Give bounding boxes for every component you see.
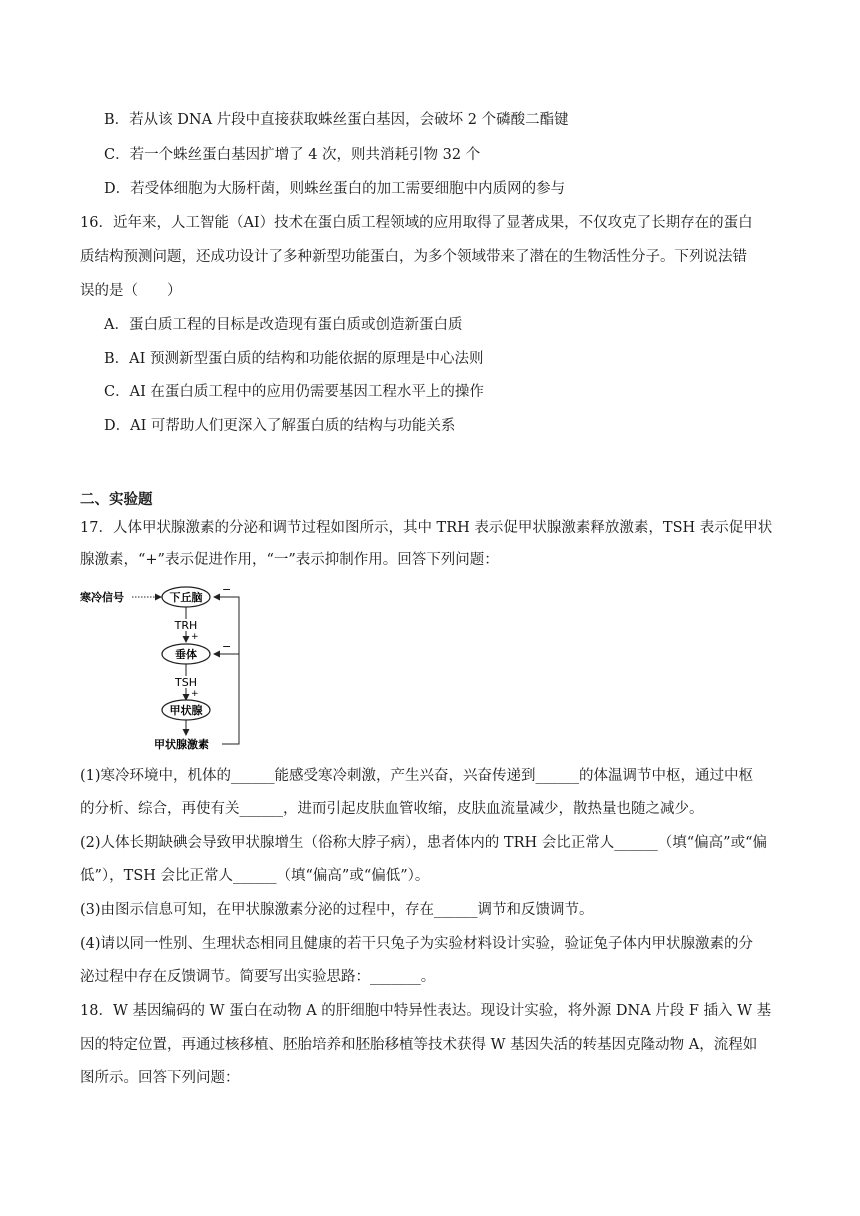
q16-stem-line-2: 质结构预测问题，还成功设计了多种新型功能蛋白，为多个领域带来了潜在的生物活性分子。下列说法错 (80, 249, 747, 265)
q17-part1-line-1: (1)寒冷环境中，机体的______能感受寒冷刺激，产生兴奋，兴奋传递到______的体温调节中枢，通过中枢 (80, 768, 754, 784)
q18-line-1: 18．W 基因编码的 W 蛋白在动物 A 的肝细胞中特异性表达。现设计实验，将外源 DNA 片段 F 插入 W 基 (80, 1003, 772, 1019)
q17-part2-line-2: 低”），TSH 会比正常人______（填“偏高”或“偏低”）。 (80, 868, 430, 884)
pituitary-label: 垂体 (175, 648, 197, 661)
q16-stem-line-1: 16．近年来，人工智能（AI）技术在蛋白质工程领域的应用取得了显著成果，不仅攻克了长期存在的蛋白 (80, 215, 753, 231)
q16-option-a: A．蛋白质工程的目标是改造现有蛋白质或创造新蛋白质 (104, 317, 463, 333)
hypothalamus-label: 下丘脑 (169, 591, 203, 604)
thyroid-regulation-diagram (78, 584, 278, 752)
trh-plus-sign: + (191, 632, 199, 642)
feedback-to-hypothalamus (214, 597, 239, 744)
q18-line-3: 图所示。回答下列问题： (80, 1070, 240, 1086)
q17-stem-line-1: 17．人体甲状腺激素的分泌和调节过程如图所示，其中 TRH 表示促甲状腺激素释放激素，TSH 表示促甲状 (80, 520, 773, 536)
q18-line-2: 因的特定位置，再通过核移植、胚胎培养和胚胎移植等技术获得 W 基因失活的转基因克隆动物 A，流程如 (80, 1037, 758, 1053)
inhibit-sign-1: − (222, 584, 232, 596)
cold-signal-label: 寒冷信号 (80, 591, 124, 604)
q16-stem-line-3: 误的是（ ） (80, 283, 182, 299)
section-title: 二、实验题 (80, 491, 153, 508)
q17-stem-line-2: 腺激素，“+”表示促进作用，“一”表示抑制作用。回答下列问题： (80, 552, 499, 568)
q17-part2-line-1: (2)人体长期缺碘会导致甲状腺增生（俗称大脖子病），患者体内的 TRH 会比正常人______（填“偏高”或“偏 (80, 835, 767, 851)
q16-option-b: B．AI 预测新型蛋白质的结构和功能依据的原理是中心法则 (104, 351, 484, 367)
q17-part4-line-1: (4)请以同一性别、生理状态相同且健康的若干只兔子为实验材料设计实验，验证兔子体内甲状腺激素的分 (80, 936, 754, 952)
q15-option-b: B．若从该 DNA 片段中直接获取蛛丝蛋白基因，会破坏 2 个磷酸二酯键 (104, 112, 569, 128)
thyroid-hormone-label: 甲状腺激素 (154, 738, 209, 751)
tsh-label: TSH (175, 676, 197, 689)
q17-part4-line-2: 泌过程中存在反馈调节。简要写出实验思路：_______。 (80, 969, 436, 985)
q15-option-d: D．若受体细胞为大肠杆菌，则蛛丝蛋白的加工需要细胞中内质网的参与 (104, 181, 566, 197)
q16-option-d: D．AI 可帮助人们更深入了解蛋白质的结构与功能关系 (104, 418, 456, 434)
q16-option-c: C．AI 在蛋白质工程中的应用仍需要基因工程水平上的操作 (104, 384, 484, 400)
q17-part1-line-2: 的分析、综合，再使有关______，进而引起皮肤血管收缩，皮肤血流量减少，散热量也随之减少。 (80, 801, 704, 817)
q17-part3: (3)由图示信息可知，在甲状腺激素分泌的过程中，存在______调节和反馈调节。 (80, 902, 594, 918)
q15-option-c: C．若一个蛛丝蛋白基因扩增了 4 次，则共消耗引物 32 个 (104, 147, 481, 163)
trh-label: TRH (174, 619, 198, 632)
tsh-plus-sign: + (191, 689, 199, 699)
thyroid-label: 甲状腺 (169, 704, 203, 717)
inhibit-sign-2: − (222, 640, 232, 653)
